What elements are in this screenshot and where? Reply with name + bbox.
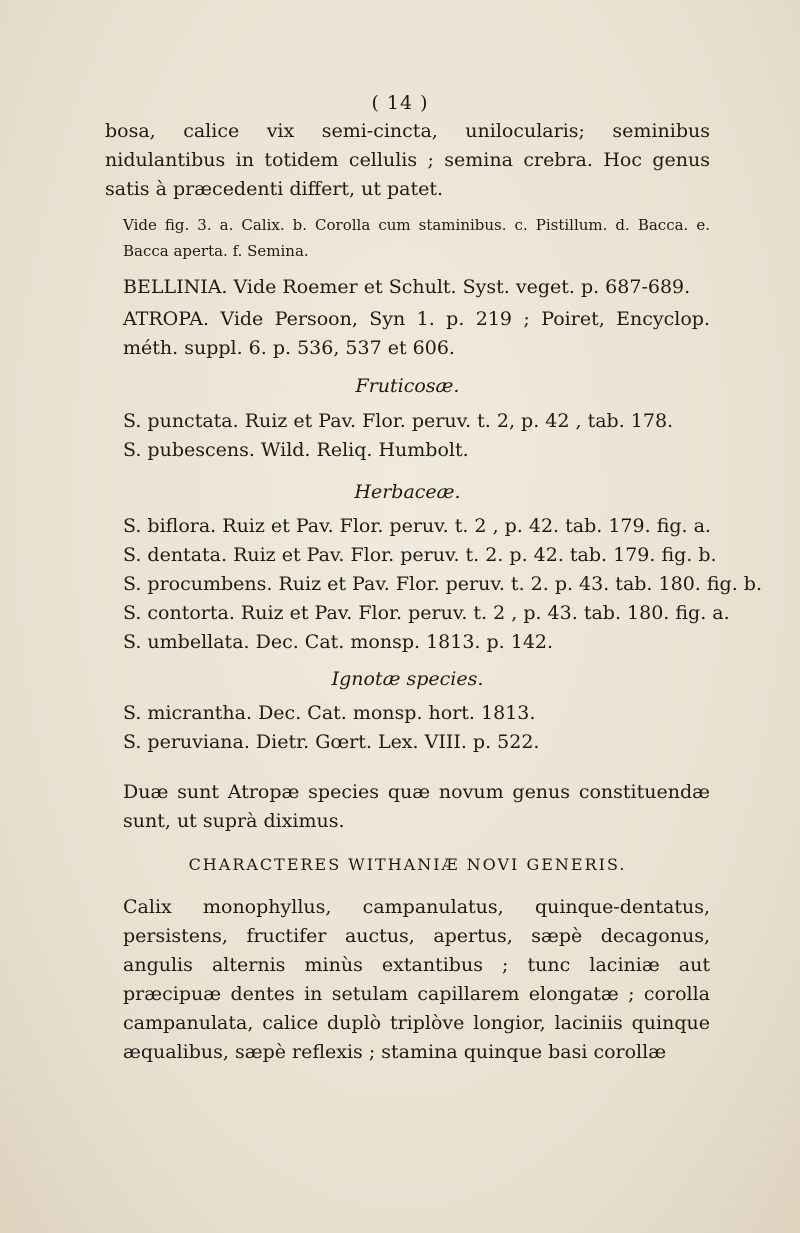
list-fruticosae: [105, 407, 710, 465]
heading-ignotae: Ignotæ species.: [331, 668, 484, 690]
list-item: S. dentata. Ruiz et Pav. Flor. peruv. t. 2. p. 42. tab. 179. fig. b.: [123, 544, 717, 566]
entry-atropa: ATROPA. Vide Persoon, Syn 1. p. 219 ; Poiret, Encyclop. méth. suppl. 6. p. 536, 537 et 606.: [123, 308, 710, 359]
paragraph-intro: bosa, calice vix semi-cincta, unilocularis; seminibus nidulantibus in totidem cellulis ; semina crebra. Hoc genus satis à præcedenti differt, ut patet.: [105, 120, 710, 200]
heading-fruticosae: Fruticosæ.: [355, 375, 460, 397]
list-item: S. peruviana. Dietr. Gœrt. Lex. VIII. p. 522.: [123, 731, 540, 753]
list-item: S. punctata. Ruiz et Pav. Flor. peruv. t. 2, p. 42 , tab. 178.: [123, 410, 674, 432]
paragraph-calix: Calix monophyllus, campanulatus, quinque-dentatus, persistens, fructifer auctus, apertus, sæpè decagonus, angulis alternis minùs extantibus ; tunc laciniæ aut præcipuæ dentes in setulam capillarem elongatæ ; corolla campanulata, calice duplò triplòve longior, laciniis quinque æqualibus, sæpè reflexis ; stamina quinque basi corollæ: [123, 896, 710, 1063]
list-item: S. pubescens. Wild. Reliq. Humbolt.: [123, 439, 469, 461]
list-item: S. contorta. Ruiz et Pav. Flor. peruv. t. 2 , p. 43. tab. 180. fig. a.: [123, 602, 730, 624]
heading-herbaceae: Herbaceæ.: [354, 481, 461, 503]
list-item: S. procumbens. Ruiz et Pav. Flor. peruv. t. 2. p. 43. tab. 180. fig. b.: [123, 573, 762, 595]
heading-characteres: CHARACTERES WITHANIÆ NOVI GENERIS.: [188, 855, 627, 874]
list-item: S. umbellata. Dec. Cat. monsp. 1813. p. 142.: [123, 631, 554, 653]
page-number: ( 14 ): [371, 92, 429, 114]
paragraph-duae: Duæ sunt Atropæ species quæ novum genus constituendæ sunt, ut suprà diximus.: [123, 781, 710, 832]
list-herbaceae: [105, 512, 762, 657]
entry-bellinia: BELLINIA. Vide Roemer et Schult. Syst. veget. p. 687-689.: [123, 276, 691, 298]
figure-caption: Vide fig. 3. a. Calix. b. Corolla cum staminibus. c. Pistillum. d. Bacca. e. Bacca aperta. f. Semina.: [123, 216, 710, 260]
list-ignotae: [105, 699, 710, 757]
list-item: S. micrantha. Dec. Cat. monsp. hort. 1813.: [123, 702, 536, 724]
list-item: S. biflora. Ruiz et Pav. Flor. peruv. t. 2 , p. 42. tab. 179. fig. a.: [123, 515, 711, 537]
